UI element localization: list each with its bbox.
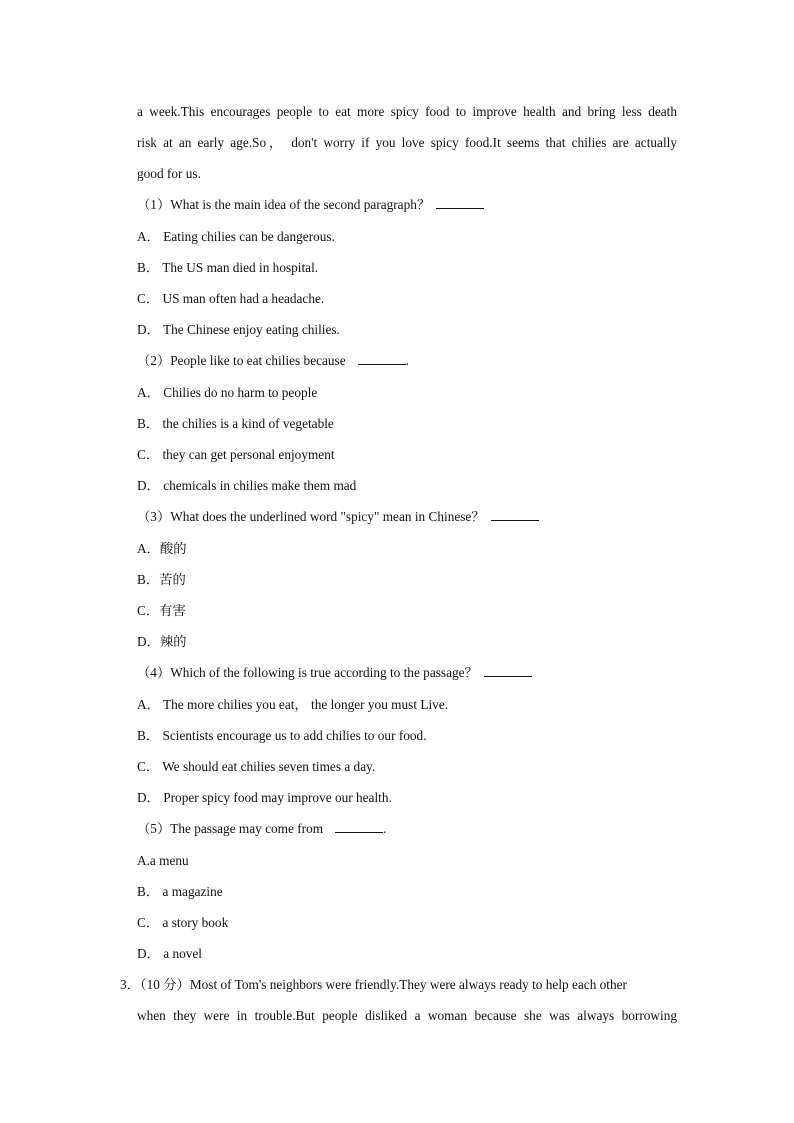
item-3-line-2: when they were in trouble.But people disliked a woman because she was always borrowing: [137, 1008, 677, 1023]
question-1: [137, 196, 677, 214]
q4-option-b: B． Scientists encourage us to add chilies to our food.: [137, 728, 427, 743]
q1-option-b: B． The US man died in hospital.: [137, 260, 319, 275]
question-5-stem: （5）The passage may come from: [137, 821, 324, 836]
passage-line-3: good for us.: [137, 166, 201, 181]
q1-option-c: C． US man often had a headache.: [137, 291, 325, 306]
q4-option-a: A． The more chilies you eat， the longer you must Live.: [137, 697, 449, 712]
q4-option-d: D． Proper spicy food may improve our health.: [137, 790, 392, 805]
question-4: [137, 664, 677, 682]
q3-option-b: B．苦的: [137, 572, 186, 587]
q2-option-c: C． they can get personal enjoyment: [137, 447, 335, 462]
q4-option-c: C． We should eat chilies seven times a day.: [137, 759, 376, 774]
q2-option-b: B． the chilies is a kind of vegetable: [137, 416, 334, 431]
item-3-line-1: [120, 976, 677, 994]
q5-option-b: B． a magazine: [137, 884, 223, 899]
q3-option-d: D．辣的: [137, 634, 187, 649]
question-2: [137, 352, 677, 370]
answer-blank-3: [491, 508, 539, 521]
q5-option-c: C． a story book: [137, 915, 229, 930]
item-3-number: 3．: [120, 977, 140, 992]
passage-line-2: risk at an early age.So， don't worry if you love spicy food.It seems that chilies are actually: [137, 135, 677, 150]
q3-option-a: A．酸的: [137, 541, 187, 556]
question-5-period: .: [383, 821, 387, 836]
q1-option-a: A． Eating chilies can be dangerous.: [137, 229, 335, 244]
q2-option-d: D． chemicals in chilies make them mad: [137, 478, 357, 493]
question-3-stem: （3）What does the underlined word "spicy" mean in Chinese？: [137, 509, 485, 524]
passage-line-1: a week.This encourages people to eat more spicy food to improve health and bring less death: [137, 104, 677, 119]
q5-option-d: D． a novel: [137, 946, 202, 961]
question-1-stem: （1）What is the main idea of the second paragraph？: [137, 197, 431, 212]
item-3-text-1: （10 分）Most of Tom's neighbors were friendly.They were always ready to help each other: [139, 977, 627, 992]
question-3: [137, 508, 677, 526]
question-4-stem: （4）Which of the following is true according to the passage？: [137, 665, 478, 680]
q2-option-a: A． Chilies do no harm to people: [137, 385, 318, 400]
answer-blank-1: [436, 196, 484, 209]
question-2-stem: （2）People like to eat chilies because: [137, 353, 346, 368]
question-5: [137, 820, 677, 838]
answer-blank-5: [335, 820, 383, 833]
answer-blank-4: [484, 664, 532, 677]
question-2-period: .: [405, 353, 409, 368]
q1-option-d: D． The Chinese enjoy eating chilies.: [137, 322, 340, 337]
q5-option-a: A.a menu: [137, 853, 189, 868]
answer-blank-2: [358, 352, 406, 365]
q3-option-c: C．有害: [137, 603, 186, 618]
